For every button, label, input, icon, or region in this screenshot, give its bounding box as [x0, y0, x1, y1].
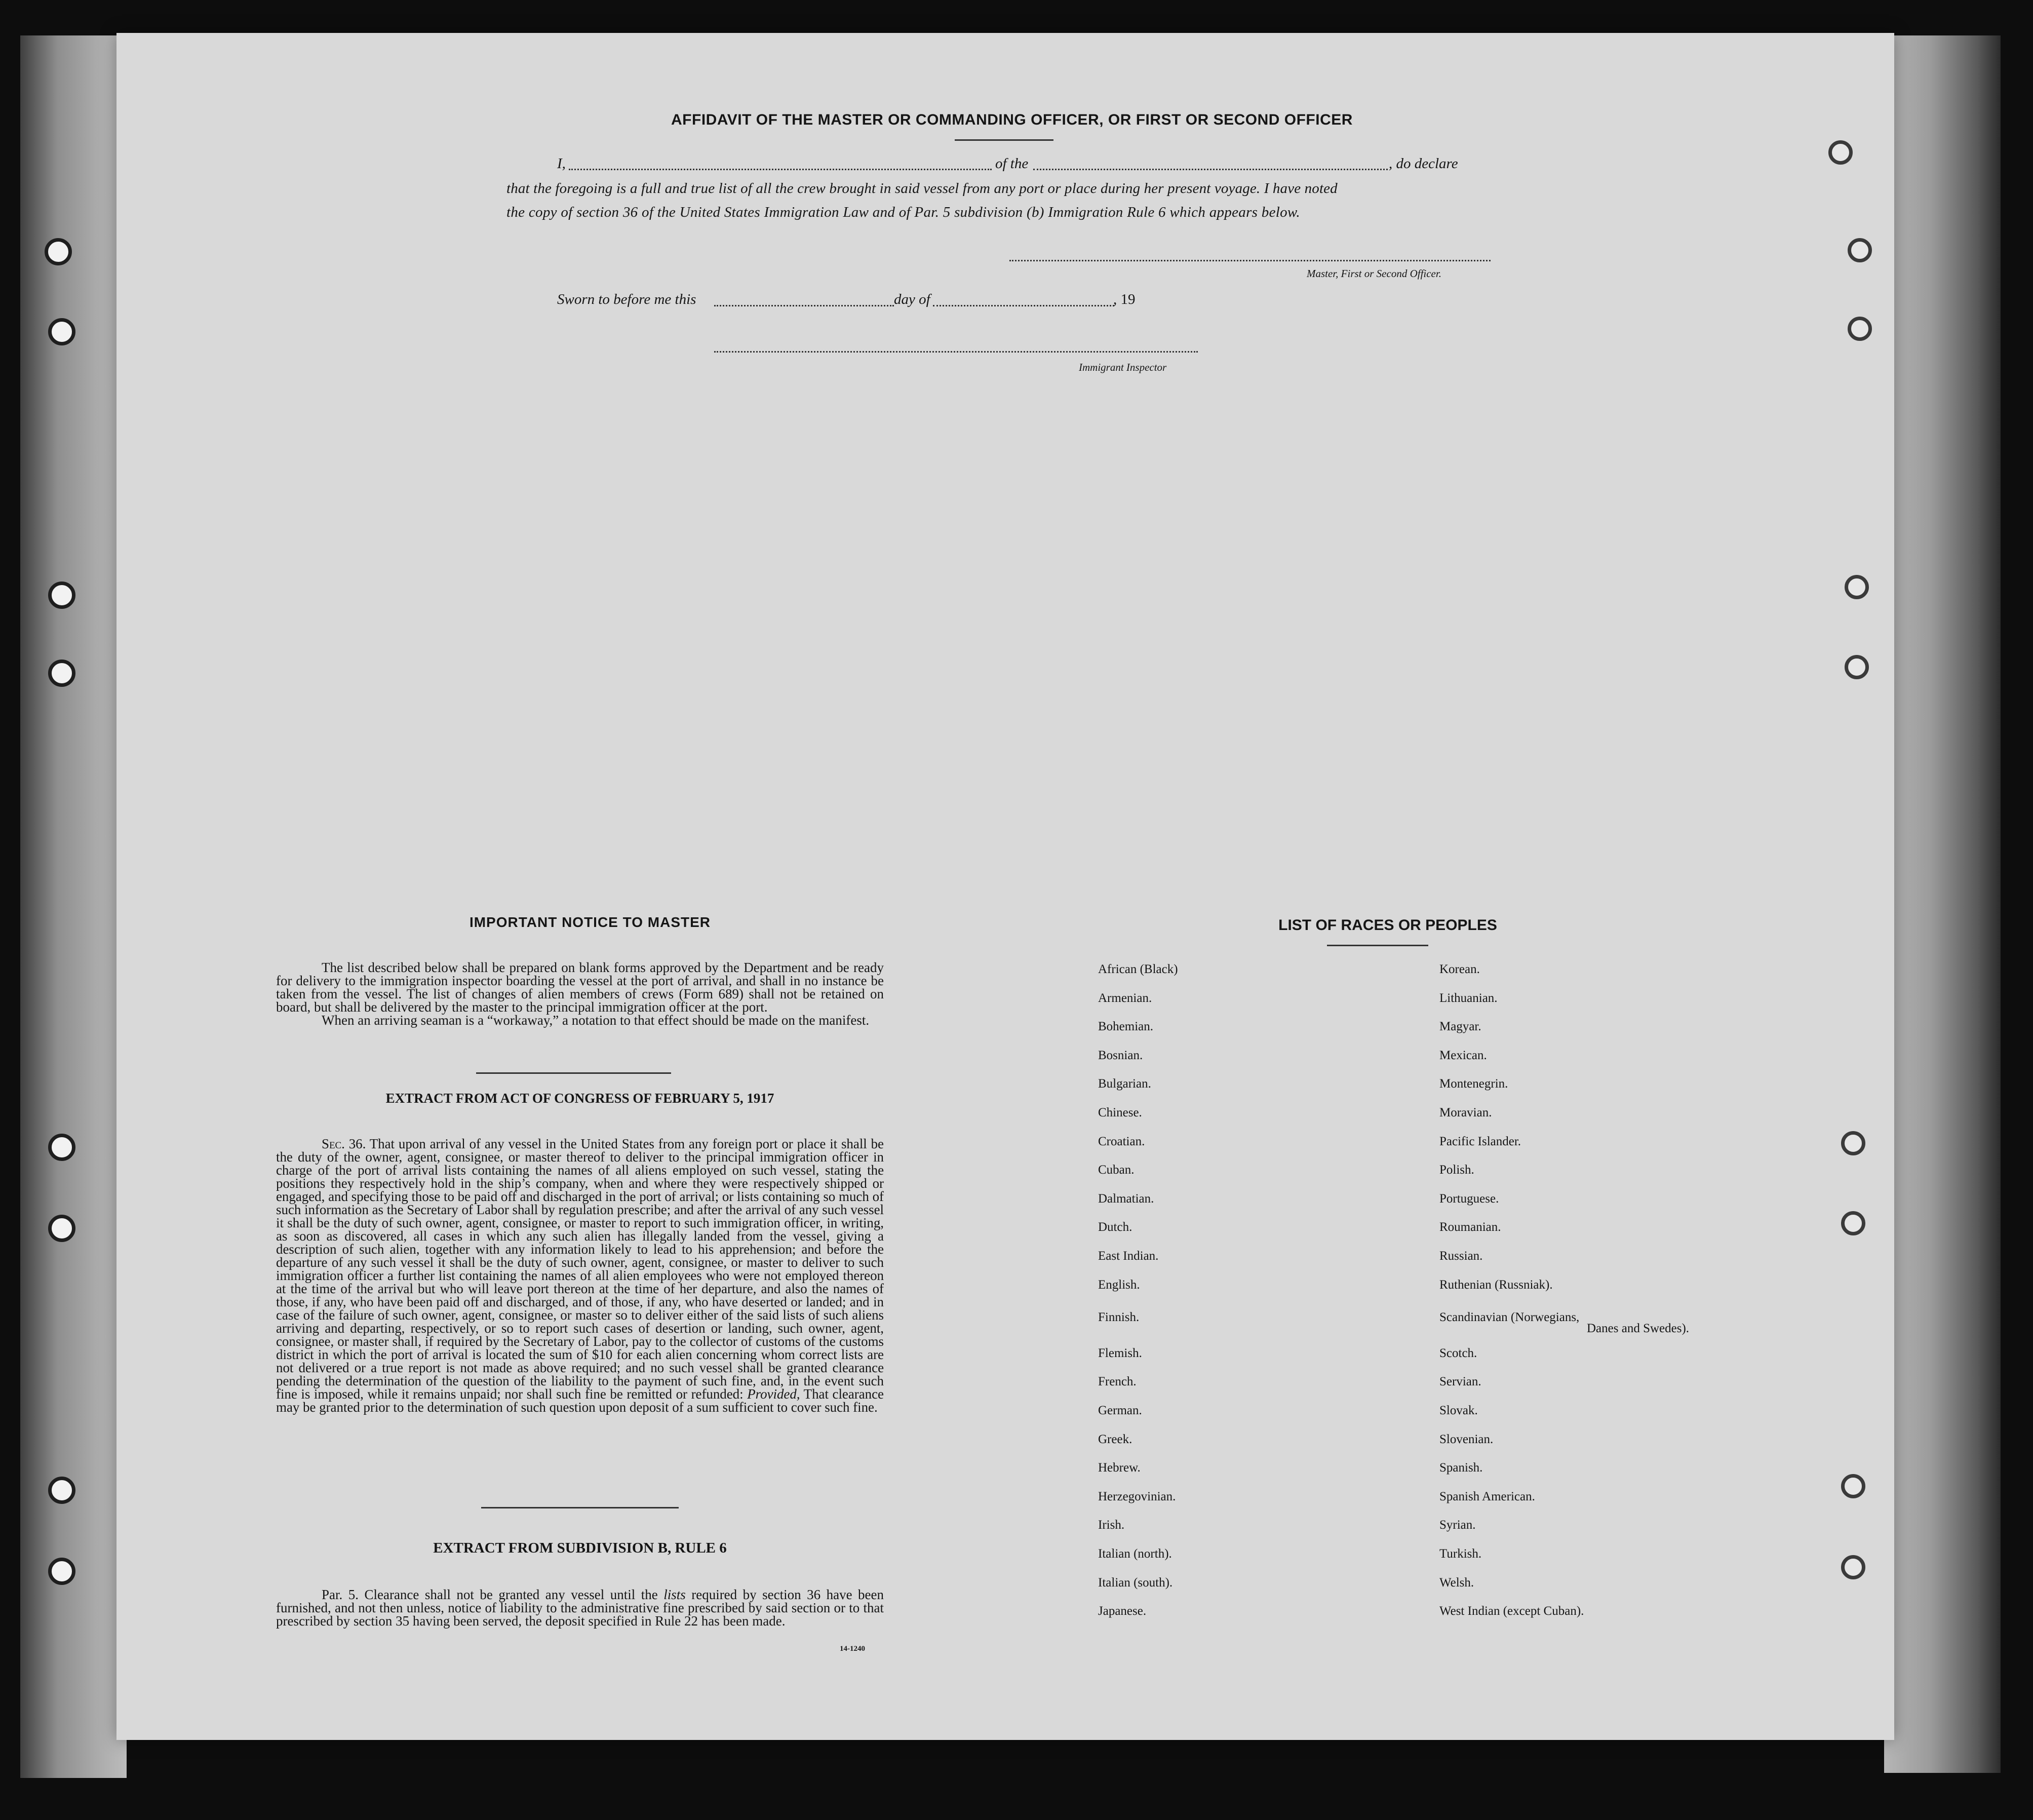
race-item: French.	[1098, 1375, 1137, 1388]
race-item: Dalmatian.	[1098, 1192, 1154, 1206]
page-hole	[1841, 1555, 1865, 1579]
race-item: German.	[1098, 1404, 1142, 1417]
act-text-end: That clearance may be granted prior to the determination of such question upon deposit of a sum sufficient to cover such fine.	[276, 1386, 884, 1415]
race-item: Finnish.	[1098, 1310, 1140, 1324]
race-item: West Indian (except Cuban).	[1439, 1604, 1584, 1618]
rule-text-end: required by section 36 have been furnished, and not then unless, notice of liability to the administrative fine prescribed by said section or to that prescribed by section 35 having been served, the deposit specified in Rule 22 has been made.	[276, 1587, 884, 1629]
act-divider	[481, 1507, 679, 1508]
binder-hole	[48, 1134, 75, 1161]
section-label: Sec. 36.	[322, 1136, 366, 1151]
binder-hole	[48, 318, 75, 345]
notice-divider	[476, 1072, 671, 1074]
races-underline	[1327, 945, 1428, 946]
race-item: Servian.	[1439, 1375, 1481, 1388]
notice-paragraph-1: The list described below shall be prepared on blank forms approved by the Department and be ready for delivery to the immigration inspector boarding the vessel at the port of arrival, and shall in no instance be taken from the vessel. The list of changes of alien members of crews (Form 689) shall not be retained on board, but shall be delivered by the master to the principal immigration officer at the port.	[276, 960, 884, 1015]
race-item: Montenegrin.	[1439, 1077, 1508, 1091]
race-item: Mexican.	[1439, 1049, 1487, 1062]
race-item: Welsh.	[1439, 1576, 1474, 1590]
page-hole	[1841, 1474, 1865, 1498]
affidavit-line-2: that the foregoing is a full and true list of all the crew brought in said vessel from any port or place during her present voyage. I have noted	[506, 180, 1338, 197]
race-item: Pacific Islander.	[1439, 1135, 1521, 1148]
form-number: 14-1240	[840, 1645, 865, 1653]
rule-title: EXTRACT FROM SUBDIVISION B, RULE 6	[433, 1540, 727, 1556]
provided-word: Provided,	[747, 1386, 800, 1402]
race-item: Korean.	[1439, 962, 1480, 976]
page-hole	[1845, 575, 1869, 599]
race-item: English.	[1098, 1278, 1140, 1292]
vessel-name-field[interactable]	[1033, 169, 1388, 170]
declarant-name-field[interactable]	[569, 169, 992, 170]
binder-hole	[48, 1477, 75, 1504]
race-item: Moravian.	[1439, 1106, 1492, 1119]
notice-body	[276, 961, 884, 1027]
race-item: Cuban.	[1098, 1163, 1135, 1177]
race-item: Flemish.	[1098, 1346, 1142, 1360]
vessel-label: of the	[995, 156, 1029, 172]
race-item: Dutch.	[1098, 1220, 1132, 1234]
rule-text-start: Par. 5. Clearance shall not be granted any vessel until the	[322, 1587, 658, 1602]
act-body	[276, 1137, 884, 1414]
affidavit-title: AFFIDAVIT OF THE MASTER OR COMMANDING OFFICER, OR FIRST OR SECOND OFFICER	[671, 111, 1353, 128]
page-stack-edge	[1884, 35, 2001, 1773]
race-item: Hebrew.	[1098, 1461, 1141, 1475]
act-title: EXTRACT FROM ACT OF CONGRESS OF FEBRUARY 5, 1917	[385, 1091, 774, 1106]
races-title: LIST OF RACES OR PEOPLES	[1278, 917, 1497, 934]
race-scandinavian-continued: Danes and Swedes).	[1587, 1322, 1690, 1335]
race-item: Italian (north).	[1098, 1547, 1172, 1561]
race-item: Magyar.	[1439, 1020, 1481, 1033]
lists-word: lists	[663, 1587, 686, 1602]
page-hole	[1848, 317, 1872, 341]
race-item: Scandinavian (Norwegians,	[1439, 1310, 1580, 1324]
notice-paragraph-2: When an arriving seaman is a “workaway,” a notation to that effect should be made on the manifest.	[322, 1013, 870, 1028]
declare-text: , do declare	[1389, 156, 1458, 172]
race-item: Italian (south).	[1098, 1576, 1173, 1590]
race-item: Lithuanian.	[1439, 991, 1498, 1005]
race-item: Ruthenian (Russniak).	[1439, 1278, 1553, 1292]
title-underline	[955, 139, 1053, 141]
race-item: Turkish.	[1439, 1547, 1482, 1561]
rule-paragraph	[276, 1588, 884, 1628]
race-item: African (Black)	[1098, 962, 1178, 976]
race-item: Slovak.	[1439, 1404, 1478, 1417]
race-item: Herzegovinian.	[1098, 1490, 1176, 1503]
binder-hole	[48, 1558, 75, 1585]
sworn-label: Sworn to before me this	[557, 291, 696, 307]
race-item: Bohemian.	[1098, 1020, 1154, 1033]
race-item: Spanish American.	[1439, 1490, 1535, 1503]
page-hole	[1841, 1211, 1865, 1235]
act-text-main: That upon arrival of any vessel in the United States from any foreign port or place it shall be the duty of the owner, agent, consignee, or master thereof to deliver to the principal immigration officer in charge of the port of arrival lists containing the names of all aliens employed on such vessel, stating the positions they respectively hold in the ship’s company, when and where they were respectively shipped or engaged, and specifying those to be paid off and discharged in the port of arrival; or lists containing so much of such information as the Secretary of Labor shall by regulation prescribe; and after the arrival of any such vessel it shall be the duty of such owner, agent, consignee, or master to report to such immigration officer, in writing, as soon as discovered, all cases in which any such alien has illegally landed from the vessel, giving a description of such alien, together with any information likely to lead to his apprehension; and before the departure of any such vessel it shall be the duty of such owner, agent, consignee, or master to deliver to such immigration officer a further list containing the names of all alien employees who were not employed thereon at the time of the arrival but who will leave port thereon at the time of her departure, and also the names of those, if any, who have been paid off and discharged, and of those, if any, who have deserted or landed; and in case of the failure of such owner, agent, consignee, or master so to deliver either of the said lists of such aliens arriving and departing, respectively, or so to report such cases of desertion or landing, such owner, agent, consignee, or master shall, if required by the Secretary of Labor, pay to the collector of customs of the customs district in which the port of arrival is located the sum of $10 for each alien concerning whom correct lists are not delivered or a true report is not made as above required; and no such vessel shall be granted clearance pending the determination of the question of the liability to the payment of such fine, and, in the event such fine is imposed, while it remains unpaid; nor shall such fine be remitted or refunded:	[276, 1136, 884, 1402]
binder-hole	[48, 660, 75, 687]
race-item: Polish.	[1439, 1163, 1474, 1177]
page-hole	[1845, 655, 1869, 679]
inspector-caption: Immigrant Inspector	[1079, 361, 1167, 373]
page-hole	[1828, 140, 1853, 165]
race-item: Greek.	[1098, 1432, 1132, 1446]
race-item: Bosnian.	[1098, 1049, 1143, 1062]
binder-hole	[48, 1215, 75, 1242]
officer-signature-caption: Master, First or Second Officer.	[1307, 267, 1441, 280]
manifest-page	[116, 33, 1894, 1740]
race-item: Scotch.	[1439, 1346, 1477, 1360]
officer-signature-line[interactable]	[1009, 260, 1491, 261]
rule-body	[276, 1588, 884, 1628]
day-of-label: day of	[894, 291, 930, 307]
binder-hole	[45, 238, 72, 265]
sworn-day-field[interactable]	[714, 305, 894, 306]
race-item: Slovenian.	[1439, 1432, 1494, 1446]
race-item: Spanish.	[1439, 1461, 1483, 1475]
year-label: , 19	[1113, 291, 1136, 307]
page-hole	[1841, 1131, 1865, 1155]
race-item: East Indian.	[1098, 1249, 1159, 1263]
page-hole	[1848, 238, 1872, 262]
affidavit-line-3: the copy of section 36 of the United States Immigration Law and of Par. 5 subdivision (b) Immigration Rule 6 which appears below.	[506, 204, 1300, 220]
race-item: Armenian.	[1098, 991, 1152, 1005]
race-item: Croatian.	[1098, 1135, 1145, 1148]
race-item: Roumanian.	[1439, 1220, 1501, 1234]
notice-title: IMPORTANT NOTICE TO MASTER	[469, 914, 711, 930]
race-item: Chinese.	[1098, 1106, 1142, 1119]
act-paragraph	[276, 1137, 884, 1414]
sworn-month-field[interactable]	[933, 305, 1114, 306]
race-item: Japanese.	[1098, 1604, 1147, 1618]
race-item: Bulgarian.	[1098, 1077, 1151, 1091]
binder-hole	[48, 582, 75, 609]
race-item: Irish.	[1098, 1518, 1125, 1532]
inspector-signature-line[interactable]	[714, 351, 1198, 353]
binder-edge	[20, 35, 127, 1778]
declarant-label: I,	[557, 156, 566, 172]
race-item: Russian.	[1439, 1249, 1483, 1263]
race-item: Syrian.	[1439, 1518, 1476, 1532]
race-item: Portuguese.	[1439, 1192, 1499, 1206]
